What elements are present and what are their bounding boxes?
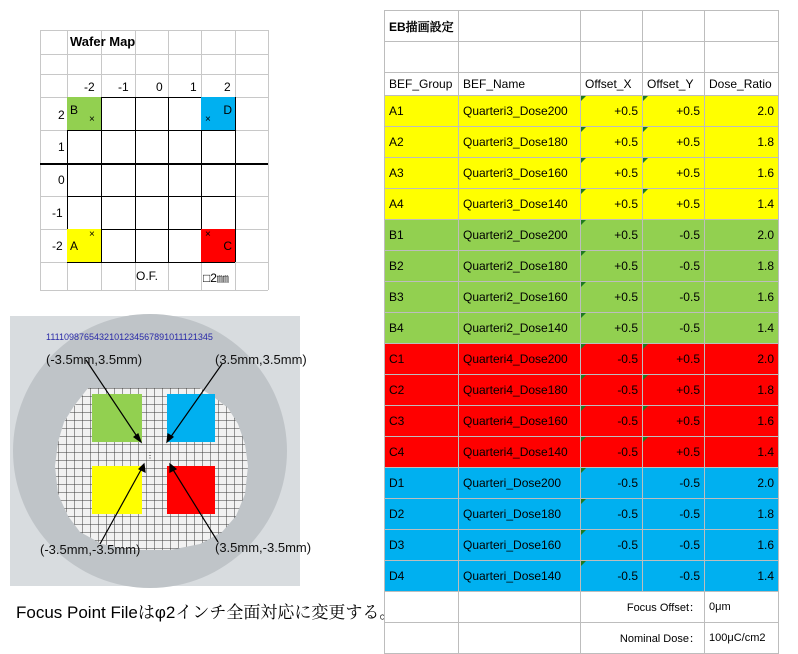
cell-offset-x: +0.5 [581, 158, 643, 189]
cell-bef-name: Quarteri_Dose160 [459, 530, 581, 561]
cell-bef-group: C1 [385, 344, 459, 375]
wafer-map [40, 30, 268, 290]
cell-offset-x: -0.5 [581, 375, 643, 406]
cell-offset-y: -0.5 [643, 282, 705, 313]
header-bef-group: BEF_Group [385, 73, 459, 96]
cell-bef-name: Quarteri4_Dose160 [459, 406, 581, 437]
cell-offset-x: -0.5 [581, 437, 643, 468]
col-label: 0 [156, 80, 163, 94]
eb-title: EB描画設定 [385, 11, 459, 42]
eb-row [385, 375, 779, 406]
cell-offset-y: -0.5 [643, 251, 705, 282]
eb-row [385, 468, 779, 499]
cell-bef-group: B3 [385, 282, 459, 313]
cell-mark: × [89, 229, 95, 240]
cell-offset-x: +0.5 [581, 251, 643, 282]
eb-row [385, 158, 779, 189]
eb-row [385, 437, 779, 468]
cell-bef-name: Quarteri2_Dose160 [459, 282, 581, 313]
cell-offset-x: -0.5 [581, 561, 643, 592]
cell-letter: A [70, 239, 79, 253]
coord-label-bottom-left: (-3.5mm,-3.5mm) [40, 542, 141, 557]
nominal-dose-label: Nominal Dose： [581, 623, 705, 654]
focus-offset-value: 0μm [705, 592, 779, 623]
coord-label-top-left: (-3.5mm,3.5mm) [46, 352, 143, 367]
cell-dose-ratio: 1.6 [705, 158, 779, 189]
eb-row [385, 561, 779, 592]
pattern-d [167, 394, 215, 442]
cell-offset-x: +0.5 [581, 189, 643, 220]
wafer-ruler-text: 1111098765432101234567891011121345 [46, 332, 213, 342]
cell-bef-name: Quarteri3_Dose180 [459, 127, 581, 158]
cell-bef-name: Quarteri2_Dose180 [459, 251, 581, 282]
pattern-c [167, 466, 215, 514]
cell-dose-ratio: 1.8 [705, 499, 779, 530]
wafer-photo [10, 316, 312, 586]
cell-bef-name: Quarteri4_Dose200 [459, 344, 581, 375]
eb-row [385, 220, 779, 251]
cell-bef-group: D1 [385, 468, 459, 499]
cell-d [201, 97, 235, 130]
scale-label: □2㎜ [203, 271, 229, 285]
eb-row [385, 282, 779, 313]
cell-dose-ratio: 1.4 [705, 561, 779, 592]
cell-bef-name: Quarteri3_Dose160 [459, 158, 581, 189]
col-label: -2 [84, 80, 95, 94]
cell-bef-name: Quarteri3_Dose140 [459, 189, 581, 220]
cell-bef-group: B4 [385, 313, 459, 344]
cell-dose-ratio: 2.0 [705, 220, 779, 251]
cell-bef-name: Quarteri4_Dose180 [459, 375, 581, 406]
row-label: -2 [52, 239, 63, 253]
col-label: 1 [190, 80, 197, 94]
row-label: 2 [58, 108, 65, 122]
cell-dose-ratio: 1.6 [705, 282, 779, 313]
cell-offset-y: -0.5 [643, 313, 705, 344]
cell-bef-name: Quarteri2_Dose140 [459, 313, 581, 344]
coord-label-bottom-right: (3.5mm,-3.5mm) [215, 540, 312, 555]
cell-offset-y: -0.5 [643, 530, 705, 561]
focus-offset-label: Focus Offset： [581, 592, 705, 623]
col-label: -1 [118, 80, 129, 94]
cell-bef-group: C4 [385, 437, 459, 468]
cell-mark: × [205, 114, 211, 125]
cell-dose-ratio: 2.0 [705, 96, 779, 127]
eb-row [385, 344, 779, 375]
cell-letter: C [223, 239, 232, 253]
cell-offset-y: +0.5 [643, 189, 705, 220]
cell-letter: D [223, 103, 232, 117]
eb-row [385, 96, 779, 127]
cell-dose-ratio: 1.8 [705, 375, 779, 406]
cell-offset-x: -0.5 [581, 530, 643, 561]
header-offset-x: Offset_X [581, 73, 643, 96]
cell-bef-name: Quarteri2_Dose200 [459, 220, 581, 251]
pattern-a [92, 466, 142, 514]
cell-bef-group: A3 [385, 158, 459, 189]
eb-row [385, 530, 779, 561]
coord-label-top-right: (3.5mm,3.5mm) [215, 352, 307, 367]
cell-letter: B [70, 103, 79, 117]
cell-dose-ratio: 1.8 [705, 127, 779, 158]
nominal-dose-value: 100μC/cm2 [705, 623, 779, 654]
eb-row [385, 189, 779, 220]
cell-offset-x: -0.5 [581, 499, 643, 530]
cell-mark: × [89, 114, 95, 125]
cell-dose-ratio: 2.0 [705, 468, 779, 499]
cell-offset-y: +0.5 [643, 96, 705, 127]
cell-offset-x: +0.5 [581, 220, 643, 251]
cell-offset-x: +0.5 [581, 96, 643, 127]
cell-offset-x: -0.5 [581, 468, 643, 499]
eb-settings-table [384, 10, 778, 654]
cell-bef-group: B2 [385, 251, 459, 282]
cell-dose-ratio: 1.4 [705, 437, 779, 468]
eb-row [385, 313, 779, 344]
cell-bef-name: Quarteri_Dose200 [459, 468, 581, 499]
pattern-b [92, 394, 142, 442]
cell-b [67, 97, 101, 130]
cell-bef-name: Quarteri3_Dose200 [459, 96, 581, 127]
cell-bef-group: C2 [385, 375, 459, 406]
row-label: -1 [52, 206, 63, 220]
cell-a [67, 229, 101, 262]
eb-row [385, 251, 779, 282]
orientation-flat-label: O.F. [136, 269, 159, 283]
cell-offset-x: -0.5 [581, 344, 643, 375]
cell-offset-x: +0.5 [581, 127, 643, 158]
header-bef-name: BEF_Name [459, 73, 581, 96]
cell-offset-y: -0.5 [643, 468, 705, 499]
cell-bef-group: A2 [385, 127, 459, 158]
cell-bef-name: Quarteri4_Dose140 [459, 437, 581, 468]
wafer-illustration [10, 316, 312, 586]
cell-offset-y: +0.5 [643, 127, 705, 158]
cell-dose-ratio: 1.6 [705, 406, 779, 437]
cell-dose-ratio: 1.6 [705, 530, 779, 561]
cell-bef-name: Quarteri_Dose140 [459, 561, 581, 592]
cell-bef-group: A4 [385, 189, 459, 220]
svg-text:⋮: ⋮ [146, 451, 154, 460]
cell-bef-name: Quarteri_Dose180 [459, 499, 581, 530]
cell-bef-group: D3 [385, 530, 459, 561]
cell-bef-group: B1 [385, 220, 459, 251]
header-dose-ratio: Dose_Ratio [705, 73, 779, 96]
cell-offset-y: -0.5 [643, 499, 705, 530]
eb-row [385, 127, 779, 158]
col-label: 2 [224, 80, 231, 94]
cell-offset-y: +0.5 [643, 344, 705, 375]
eb-row [385, 499, 779, 530]
cell-c [201, 229, 235, 262]
cell-offset-y: -0.5 [643, 220, 705, 251]
cell-dose-ratio: 1.4 [705, 313, 779, 344]
cell-bef-group: D2 [385, 499, 459, 530]
wafer-map-title: Wafer Map [70, 34, 136, 49]
cell-bef-group: A1 [385, 96, 459, 127]
cell-offset-y: +0.5 [643, 375, 705, 406]
cell-offset-y: -0.5 [643, 561, 705, 592]
focus-point-note: Focus Point Fileはφ2インチ全面対応に変更する。 [16, 603, 397, 622]
cell-offset-x: +0.5 [581, 282, 643, 313]
cell-offset-y: +0.5 [643, 437, 705, 468]
cell-offset-y: +0.5 [643, 158, 705, 189]
cell-offset-x: +0.5 [581, 313, 643, 344]
cell-offset-x: -0.5 [581, 406, 643, 437]
cell-dose-ratio: 1.8 [705, 251, 779, 282]
cell-bef-group: C3 [385, 406, 459, 437]
eb-row [385, 406, 779, 437]
row-label: 0 [58, 173, 65, 187]
cell-offset-y: +0.5 [643, 406, 705, 437]
header-offset-y: Offset_Y [643, 73, 705, 96]
cell-mark: × [205, 229, 211, 240]
cell-dose-ratio: 1.4 [705, 189, 779, 220]
cell-bef-group: D4 [385, 561, 459, 592]
cell-dose-ratio: 2.0 [705, 344, 779, 375]
row-label: 1 [58, 140, 65, 154]
